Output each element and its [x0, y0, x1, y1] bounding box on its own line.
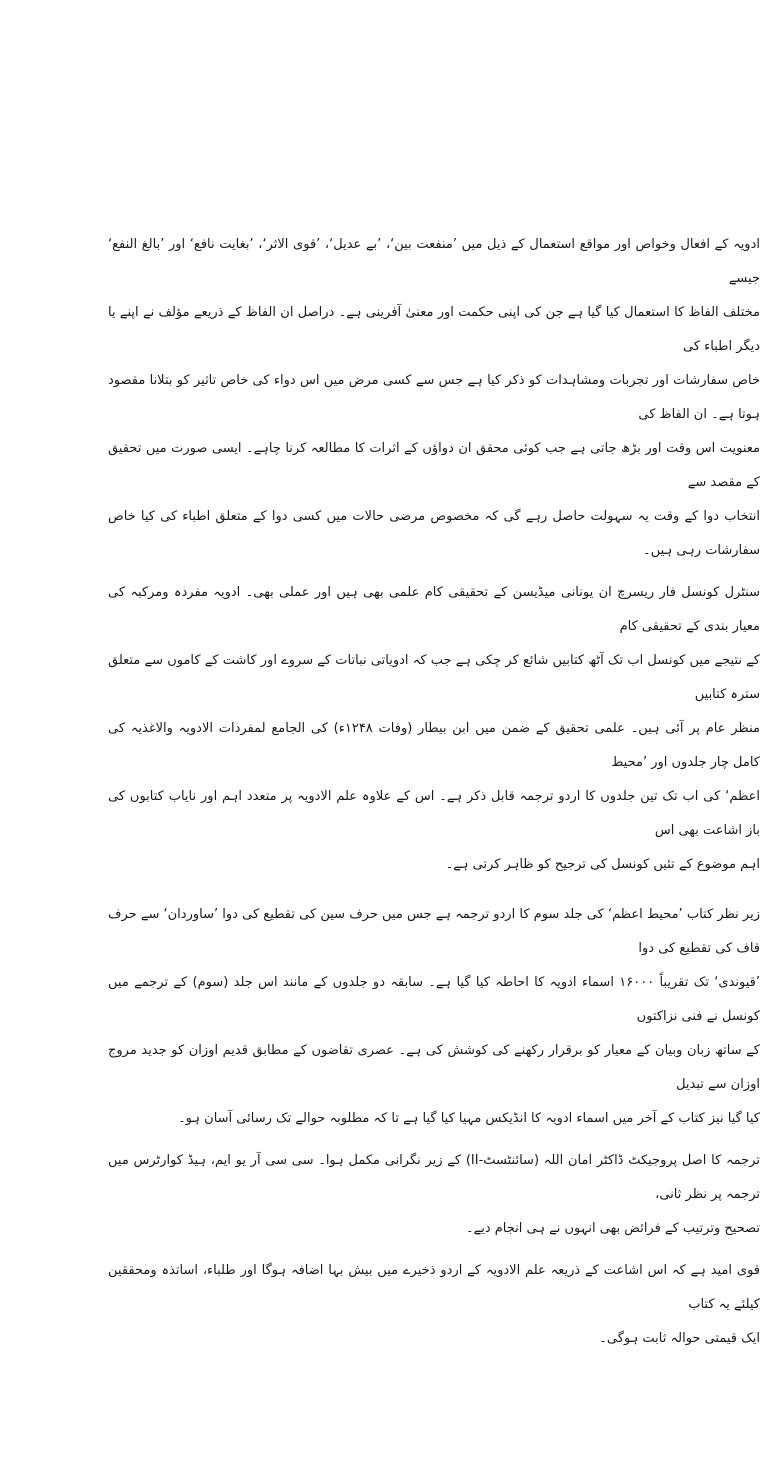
paragraph-2 — [108, 576, 760, 882]
paragraph-5-line: ایک قیمتی حوالہ ثابت ہوگی۔ — [599, 1331, 760, 1346]
paragraph-5 — [108, 1254, 760, 1356]
paragraph-2-line: سنٹرل کونسل فار ریسرچ ان یونانی میڈیسن کے تحقیقی کام علمی بھی ہیں اور عملی بھی۔ ادویہ مفردہ ومرکبہ کی معیار بندی کے تحقیقی کام — [108, 585, 760, 634]
paragraph-2-line: منظر عام پر آئی ہیں۔ علمی تحقیق کے ضمن میں ابن بیطار (وفات ۱۲۴۸ء) کی الجامع لمفردات الادویہ والاغذیہ کی کامل چار جلدوں اور ’محیط — [108, 721, 760, 770]
paragraph-5-line: قوی امید ہے کہ اس اشاعت کے ذریعہ علم الادویہ کے اردو ذخیرے میں بیش بہا اضافہ ہوگا اور طلباء، اساتذہ ومحققین کیلئے یہ کتاب — [108, 1263, 760, 1312]
paragraph-3-line: ’قیوندی‘ تک تقریباً ۱۶۰۰۰ اسماء ادویہ کا احاطہ کیا گیا ہے۔ سابقہ دو جلدوں کے مانند اس جلد (سوم) کے ترجمے میں کونسل نے فنی نزاکتوں — [108, 975, 760, 1024]
paragraph-2-line: کے نتیجے میں کونسل اب تک آٹھ کتابیں شائع کر چکی ہے جب کہ ادویاتی نباتات کے سروے اور کاشت کے کاموں سے متعلق سترہ کتابیں — [108, 653, 760, 702]
paragraph-1-line: انتخاب دوا کے وقت یہ سہولت حاصل رہے گی کہ مخصوص مرضی حالات میں کسی دوا کے متعلق اطباء کی کیا خاص سفارشات رہی ہیں۔ — [108, 509, 760, 558]
paragraph-3-line: زیر نظر کتاب ’محیط اعظم‘ کی جلد سوم کا اردو ترجمہ ہے جس میں حرف سین کی تقطیع کی دوا ’ساوردان‘ سے حرف قاف کی تقطیع کی دوا — [108, 907, 760, 956]
paragraph-4 — [108, 1144, 760, 1246]
paragraph-3 — [108, 898, 760, 1136]
paragraph-1-line: ادویہ کے افعال وخواص اور مواقع استعمال کے ذیل میں ’منفعت بین‘، ’بے عدیل‘، ’قوی الاثر‘، ’بغایت نافع‘ اور ’بالغ النفع‘ جیسے — [108, 237, 760, 286]
paragraph-1-line: خاص سفارشات اور تجربات ومشاہدات کو ذکر کیا ہے جس سے کسی مرض میں اس دواء کی خاص تاثیر کو بتلانا مقصود ہوتا ہے۔ ان الفاظ کی — [108, 373, 760, 422]
paragraph-1-line: مختلف الفاظ کا استعمال کیا گیا ہے جن کی اپنی حکمت اور معنیٰ آفرینی ہے۔ دراصل ان الفاظ کے ذریعے مؤلف نے اپنے یا دیگر اطباء کی — [108, 305, 760, 354]
paragraph-4-line: ترجمہ کا اصل پروجیکٹ ڈاکٹر امان اللہ (سائنٹسٹ-II) کے زیر نگرانی مکمل ہوا۔ سی سی آر یو ایم، ہیڈ کوارٹرس میں ترجمہ پر نظر ثانی، — [108, 1153, 760, 1202]
paragraph-1 — [108, 228, 760, 568]
paragraph-3-line: کے ساتھ زبان وبیان کے معیار کو برقرار رکھنے کی کوشش کی ہے۔ عصری تقاضوں کے مطابق قدیم اوزان کو جدید مروج اوزان سے تبدیل — [108, 1043, 760, 1092]
paragraph-2-line: اعظم‘ کی اب تک تین جلدوں کا اردو ترجمہ قابل ذکر ہے۔ اس کے علاوہ علم الادویہ پر متعدد اہم اور نایاب کتابوں کی باز اشاعت بھی اس — [108, 789, 760, 838]
paragraph-4-line: تصحیح وترتیب کے فرائض بھی انہوں نے ہی انجام دیے۔ — [465, 1221, 760, 1236]
paragraph-3-line: کیا گیا نیز کتاب کے آخر میں اسماء ادویہ کا انڈیکس مہیا کیا گیا ہے تا کہ مطلوبہ حوالے تک رسائی آسان ہو۔ — [178, 1111, 760, 1126]
paragraph-1-line: معنویت اس وقت اور بڑھ جاتی ہے جب کوئی محقق ان دواؤں کے اثرات کا مطالعہ کرنا چاہے۔ ایسی صورت میں تحقیق کے مقصد سے — [108, 441, 760, 490]
paragraph-2-line: اہم موضوع کے تئیں کونسل کی ترجیح کو ظاہر کرتی ہے۔ — [445, 857, 760, 872]
